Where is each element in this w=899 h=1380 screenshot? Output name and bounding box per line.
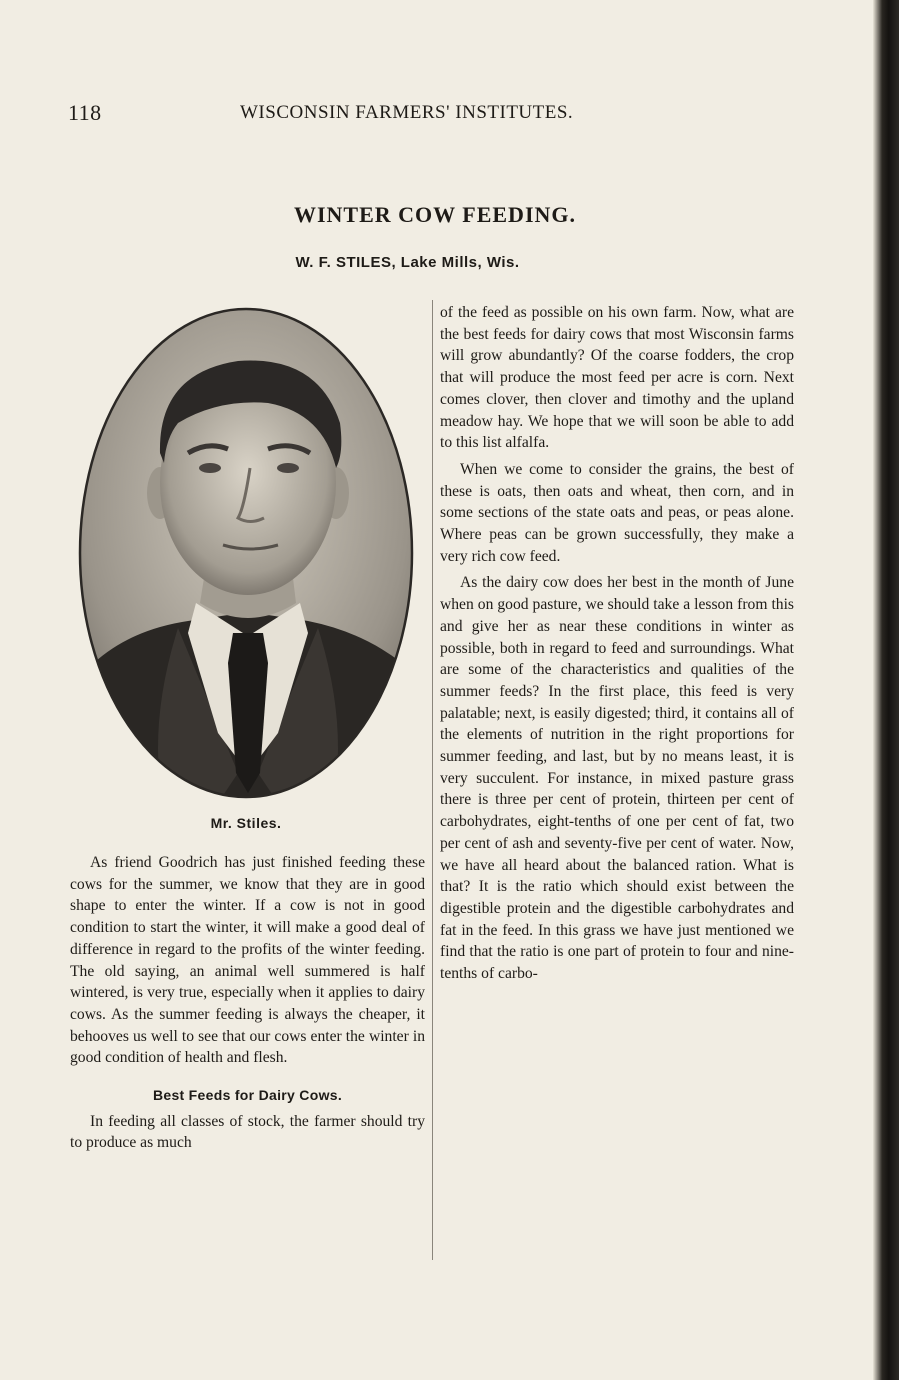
left-paragraph-2: In feeding all classes of stock, the farmer should try to produce as much [70, 1112, 425, 1152]
left-column [70, 852, 425, 1154]
section-subheading: Best Feeds for Dairy Cows. [152, 1087, 343, 1104]
page-number: 118 [68, 100, 102, 125]
page-binding-edge [873, 0, 899, 1380]
article-title: WINTER COW FEEDING. [293, 202, 577, 227]
running-title: WISCONSIN FARMERS' INSTITUTES. [240, 102, 574, 123]
right-paragraph-1: of the feed as possible on his own farm. Now, what are the best feeds for dairy cows that most Wisconsin farms will grow abundantly? Of the coarse fodders, the crop that will produce the most feed per acre is corn. Next comes clover, then clover and timothy and the upland meadow hay. We hope that we will soon be able to add to this list alfalfa. [440, 304, 794, 452]
column-divider [432, 300, 433, 1260]
portrait-caption: Mr. Stiles. [210, 815, 282, 831]
left-paragraph-1: As friend Goodrich has just finished feeding these cows for the summer, we know that they are in good shape to enter the winter. If a cow is not in good condition to start the winter, it will make a good deal of difference in regard to the profits of the winter feeding. The old saying, an animal well summered is half wintered, is very true, especially when it applies to dairy cows. As the summer feeding is always the cheaper, it behooves us well to see that our cows enter the winter in good condition of health and flesh. [70, 854, 425, 1067]
portrait-photo [68, 303, 424, 803]
right-paragraph-2: When we come to consider the grains, the best of these is oats, then oats and wheat, then corn, and in some sections of the state oats and peas, or peas alone. Where peas can be grown successfully, they make a very rich cow feed. [440, 460, 794, 565]
portrait-illustration [68, 303, 424, 803]
article-byline: W. F. STILES, Lake Mills, Wis. [295, 254, 520, 271]
right-paragraph-3: As the dairy cow does her best in the month of June when on good pasture, we should take a lesson from this and give her as near these conditions in winter as possible, both in regard to feed and surroundings. What are some of the characteristics and qualities of the summer feeds? In the first place, this feed is very palatable; next, is easily digested; third, it contains all of the elements of nutrition in the right proportions for summer feeding, and last, but by no means least, it is very succulent. For instance, in mixed pasture grass there is three per cent of protein, thirteen per cent of carbohydrates, eight-tenths of one per cent of fat, two per cent of ash and seventy-five per cent of water. Now, we have all heard about the balanced ration. What is that? It is the ratio which should exist between the digestible protein and the digestible carbohydrates and fat in the feed. In this grass we have just mentioned we find that the ratio is one part of protein to four and nine-tenths of carbo- [440, 574, 794, 983]
right-column [440, 302, 794, 985]
